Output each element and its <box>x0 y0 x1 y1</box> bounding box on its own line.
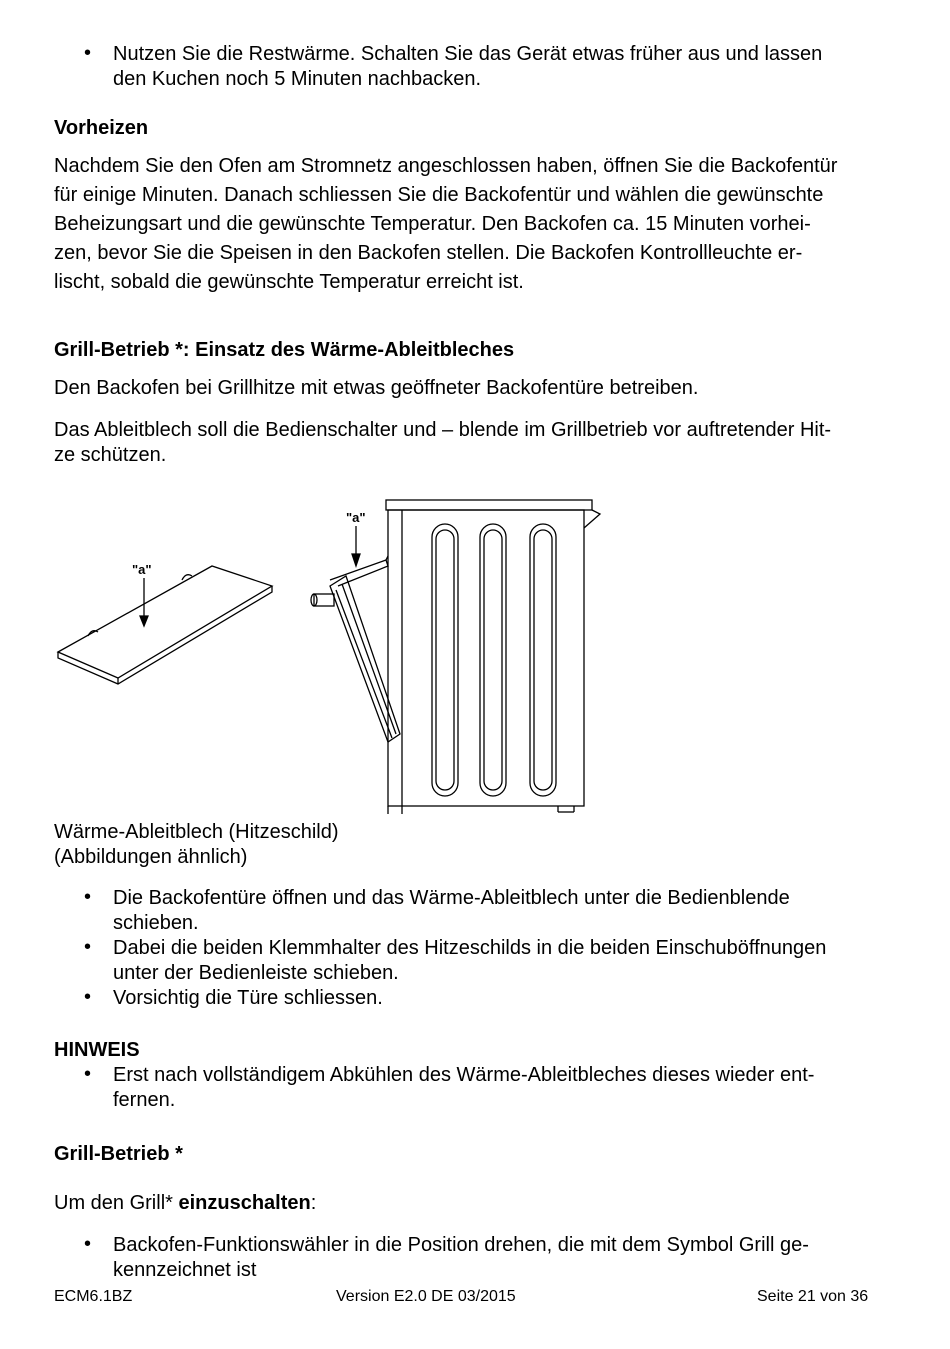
text-line: Vorsichtig die Türe schliessen. <box>113 987 383 1009</box>
text-line: Beheizungsart und die gewünschte Temperatur. Den Backofen ca. 15 Minuten vorhei- <box>54 213 811 235</box>
bullet-dot: • <box>84 1233 92 1255</box>
bullet-dot: • <box>84 886 92 908</box>
top-bullet-text <box>113 42 883 92</box>
caption-line: Wärme-Ableitblech (Hitzeschild) <box>54 821 339 843</box>
grill-intro <box>54 1189 316 1218</box>
text-line: ze schützen. <box>54 444 167 466</box>
text-line: schieben. <box>113 912 199 934</box>
footer-page: Seite 21 von 36 <box>757 1288 869 1305</box>
text-line: Backofen-Funktionswähler in die Position drehen, die mit dem Symbol Grill ge- <box>113 1234 809 1256</box>
text-line: Dabei die beiden Klemmhalter des Hitzeschilds in die beiden Einschuböffnungen <box>113 937 827 959</box>
bullet-dot: • <box>84 936 92 958</box>
list-item <box>113 936 883 986</box>
text-line: kennzeichnet ist <box>113 1259 257 1281</box>
footer-model: ECM6.1BZ <box>54 1288 133 1305</box>
grill-shield-para1: Den Backofen bei Grillhitze mit etwas geöffneter Backofentüre betreiben. <box>54 377 699 399</box>
footer-version: Version E2.0 DE 03/2015 <box>336 1288 516 1305</box>
text-line: Erst nach vollständigem Abkühlen des Wärme-Ableitbleches dieses wieder ent- <box>113 1064 815 1086</box>
heading-vorheizen: Vorheizen <box>54 117 149 139</box>
text-line: Nachdem Sie den Ofen am Stromnetz angeschlossen haben, öffnen Sie die Backofentür <box>54 155 838 177</box>
text-line: fernen. <box>113 1089 176 1111</box>
text-line: Die Backofentüre öffnen und das Wärme-Ableitblech unter die Bedienblende <box>113 887 790 909</box>
heading-hinweis: HINWEIS <box>54 1039 140 1061</box>
oven-illustration <box>308 498 608 818</box>
text-line: für einige Minuten. Danach schliessen Sie die Backofentür und wählen die gewünschte <box>54 184 824 206</box>
text-line: Nutzen Sie die Restwärme. Schalten Sie das Gerät etwas früher aus und lassen <box>113 43 823 65</box>
preheat-paragraph <box>54 152 914 297</box>
text-line: zen, bevor Sie die Speisen in den Backofen stellen. Die Backofen Kontrollleuchte er- <box>54 242 803 264</box>
note-item <box>113 1063 883 1113</box>
grill-item <box>113 1233 883 1283</box>
grill-shield-para2 <box>54 418 914 468</box>
text-line: Das Ableitblech soll die Bedienschalter und – blende im Grillbetrieb vor auftretender Hit- <box>54 419 832 441</box>
heading-grill-shield: Grill-Betrieb *: Einsatz des Wärme-Ableitbleches <box>54 339 515 361</box>
heat-shield-illustration <box>52 552 292 692</box>
heading-grill: Grill-Betrieb * <box>54 1143 183 1165</box>
text-line: lischt, sobald die gewünschte Temperatur erreicht ist. <box>54 271 524 293</box>
text-line: unter der Bedienleiste schieben. <box>113 962 399 984</box>
caption-line: (Abbildungen ähnlich) <box>54 846 248 868</box>
bullet-dot: • <box>84 986 92 1008</box>
bullet-dot: • <box>84 1063 92 1085</box>
intro-text: Um den Grill* <box>54 1192 179 1214</box>
intro-bold-text: einzuschalten <box>178 1192 311 1214</box>
label-a-right: "a" <box>346 510 366 525</box>
intro-colon: : <box>310 1192 317 1214</box>
label-a-left: "a" <box>132 562 152 577</box>
text-line: den Kuchen noch 5 Minuten nachbacken. <box>113 68 482 90</box>
figure-caption <box>54 820 339 870</box>
bullet-dot: • <box>84 42 92 64</box>
list-item <box>113 986 883 1011</box>
list-item <box>113 886 883 936</box>
